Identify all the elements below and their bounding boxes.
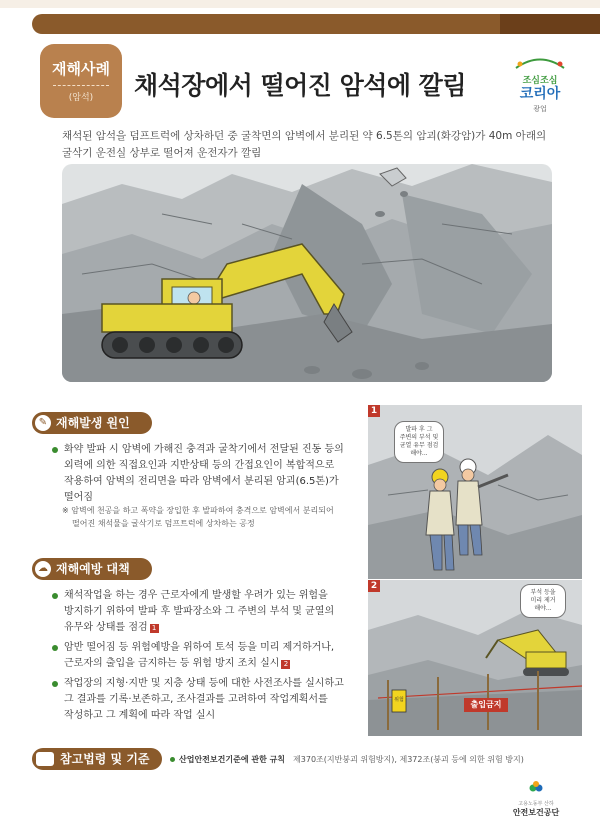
page-title: 채석장에서 떨어진 암석에 깔림 bbox=[134, 71, 467, 100]
badge-divider bbox=[53, 85, 109, 86]
organization-logo bbox=[496, 780, 576, 818]
bullet-line: 방지하기 위하여 발파 후 발파장소와 그 주변의 부석 및 균열의 bbox=[64, 606, 335, 617]
bullet-line: 유무와 상태를 점검 1 bbox=[64, 620, 352, 636]
illustration-panel-2 bbox=[368, 580, 582, 736]
summary-line: 채석된 암석을 덤프트럭에 상차하던 중 굴착면의 암벽에서 분리된 약 6.5톤의 암괴(화강암)가 40m 아래의 bbox=[62, 130, 547, 142]
bullet-line: 작업장의 지형·지반 및 지층 상태 등에 대한 사전조사를 실시하고 bbox=[64, 678, 344, 689]
section-heading-cause bbox=[32, 412, 152, 434]
bullet-line: 작성하고 그 계획에 따라 작업 실시 bbox=[64, 710, 216, 721]
illustration-panel-1 bbox=[368, 405, 582, 579]
section-title: 참고법령 및 기준 bbox=[60, 752, 150, 766]
accident-summary bbox=[62, 128, 552, 162]
panel-number-badge: 1 bbox=[368, 405, 380, 417]
bullet-line: 외력에 의한 직접요인과 지반상태 등의 간접요인이 복합적으로 bbox=[64, 460, 335, 471]
bullet-dot-icon bbox=[52, 593, 58, 599]
bullet-dot-icon bbox=[52, 645, 58, 651]
category-badge bbox=[40, 44, 122, 118]
quarry-illustration bbox=[62, 164, 552, 382]
campaign-logo bbox=[510, 54, 570, 114]
ref-number-badge: 2 bbox=[281, 660, 290, 669]
badge-title: 재해사례 bbox=[52, 60, 110, 78]
org-name: 안전보건공단 bbox=[512, 808, 560, 817]
speech-bubble: 부석 등을 미리 제거 해야... bbox=[520, 584, 566, 618]
bullet-line: 근로자의 출입을 금지하는 등 위험 방지 조치 실시 2 bbox=[64, 656, 352, 672]
cloud-icon: ☁ bbox=[35, 561, 51, 577]
badge-subtitle: (암석) bbox=[68, 93, 94, 103]
bullet-dot-icon bbox=[52, 681, 58, 687]
section-title: 재해예방 대책 bbox=[56, 562, 130, 576]
prevention-bullet bbox=[52, 640, 352, 672]
warning-sign: 위험 bbox=[394, 697, 404, 703]
no-entry-sign: 출입금지 bbox=[464, 698, 508, 712]
bullet-dot-icon bbox=[52, 447, 58, 453]
bullet-line: 그 결과를 기록·보존하고, 조사결과를 고려하여 작업계획서를 bbox=[64, 694, 328, 705]
bullet-line: 채석작업을 하는 경우 근로자에게 발생할 우려가 있는 위험을 bbox=[64, 590, 328, 601]
speech-bubble: 발파 후 그 주변의 부석 및 균열 유무 점검 해야... bbox=[394, 421, 444, 463]
cause-bullet bbox=[52, 442, 352, 506]
section-heading-reference bbox=[32, 748, 162, 770]
summary-line: 굴삭기 운전실 상부로 떨어져 운전자가 깔림 bbox=[62, 147, 262, 159]
law-articles: 제370조(지반붕괴 위험방지), 제372조(붕괴 등에 의한 위험 방지) bbox=[293, 755, 524, 764]
pencil-icon: ✎ bbox=[35, 415, 51, 431]
reference-row bbox=[170, 754, 524, 765]
logo-arc-icon bbox=[510, 55, 570, 69]
bullet-line: 작용하여 암벽의 전리면을 따라 암벽에서 분리된 암괴(6.5톤)가 bbox=[64, 476, 339, 487]
logo-sub-text: 광업 bbox=[533, 105, 547, 113]
kosha-logo-icon bbox=[528, 780, 544, 796]
section-title: 재해발생 원인 bbox=[56, 416, 130, 430]
panel-number-badge: 2 bbox=[368, 580, 380, 592]
section-heading-prevention bbox=[32, 558, 152, 580]
prevention-bullet bbox=[52, 676, 352, 724]
logo-arc-text: 조심조심 bbox=[522, 76, 558, 86]
bullet-line: 떨어짐 bbox=[64, 492, 93, 503]
org-small-text: 고용노동부 산하 bbox=[518, 801, 554, 807]
bullet-dot-icon bbox=[170, 757, 175, 762]
cause-note bbox=[62, 504, 352, 530]
top-strip bbox=[0, 0, 600, 8]
logo-main-text: 코리아 bbox=[519, 86, 561, 102]
book-icon bbox=[36, 752, 54, 766]
prevention-bullet bbox=[52, 588, 352, 636]
law-name: 산업안전보건기준에 관한 규칙 bbox=[179, 755, 286, 764]
ref-number-badge: 1 bbox=[150, 624, 159, 633]
header-banner-end bbox=[500, 14, 600, 34]
bullet-line: 암반 떨어짐 등 위험예방을 위하여 토석 등을 미리 제거하거나, bbox=[64, 642, 335, 653]
note-line: ※ 암벽에 천공을 하고 폭약을 장입한 후 발파하여 충격으로 암벽에서 분리되어 bbox=[62, 506, 334, 515]
bullet-line: 화약 발파 시 암벽에 가해진 충격과 굴착기에서 전달된 진동 등의 bbox=[64, 444, 344, 455]
note-line: 떨어진 채석물을 굴삭기로 덤프트럭에 상차하는 공정 bbox=[72, 519, 255, 528]
